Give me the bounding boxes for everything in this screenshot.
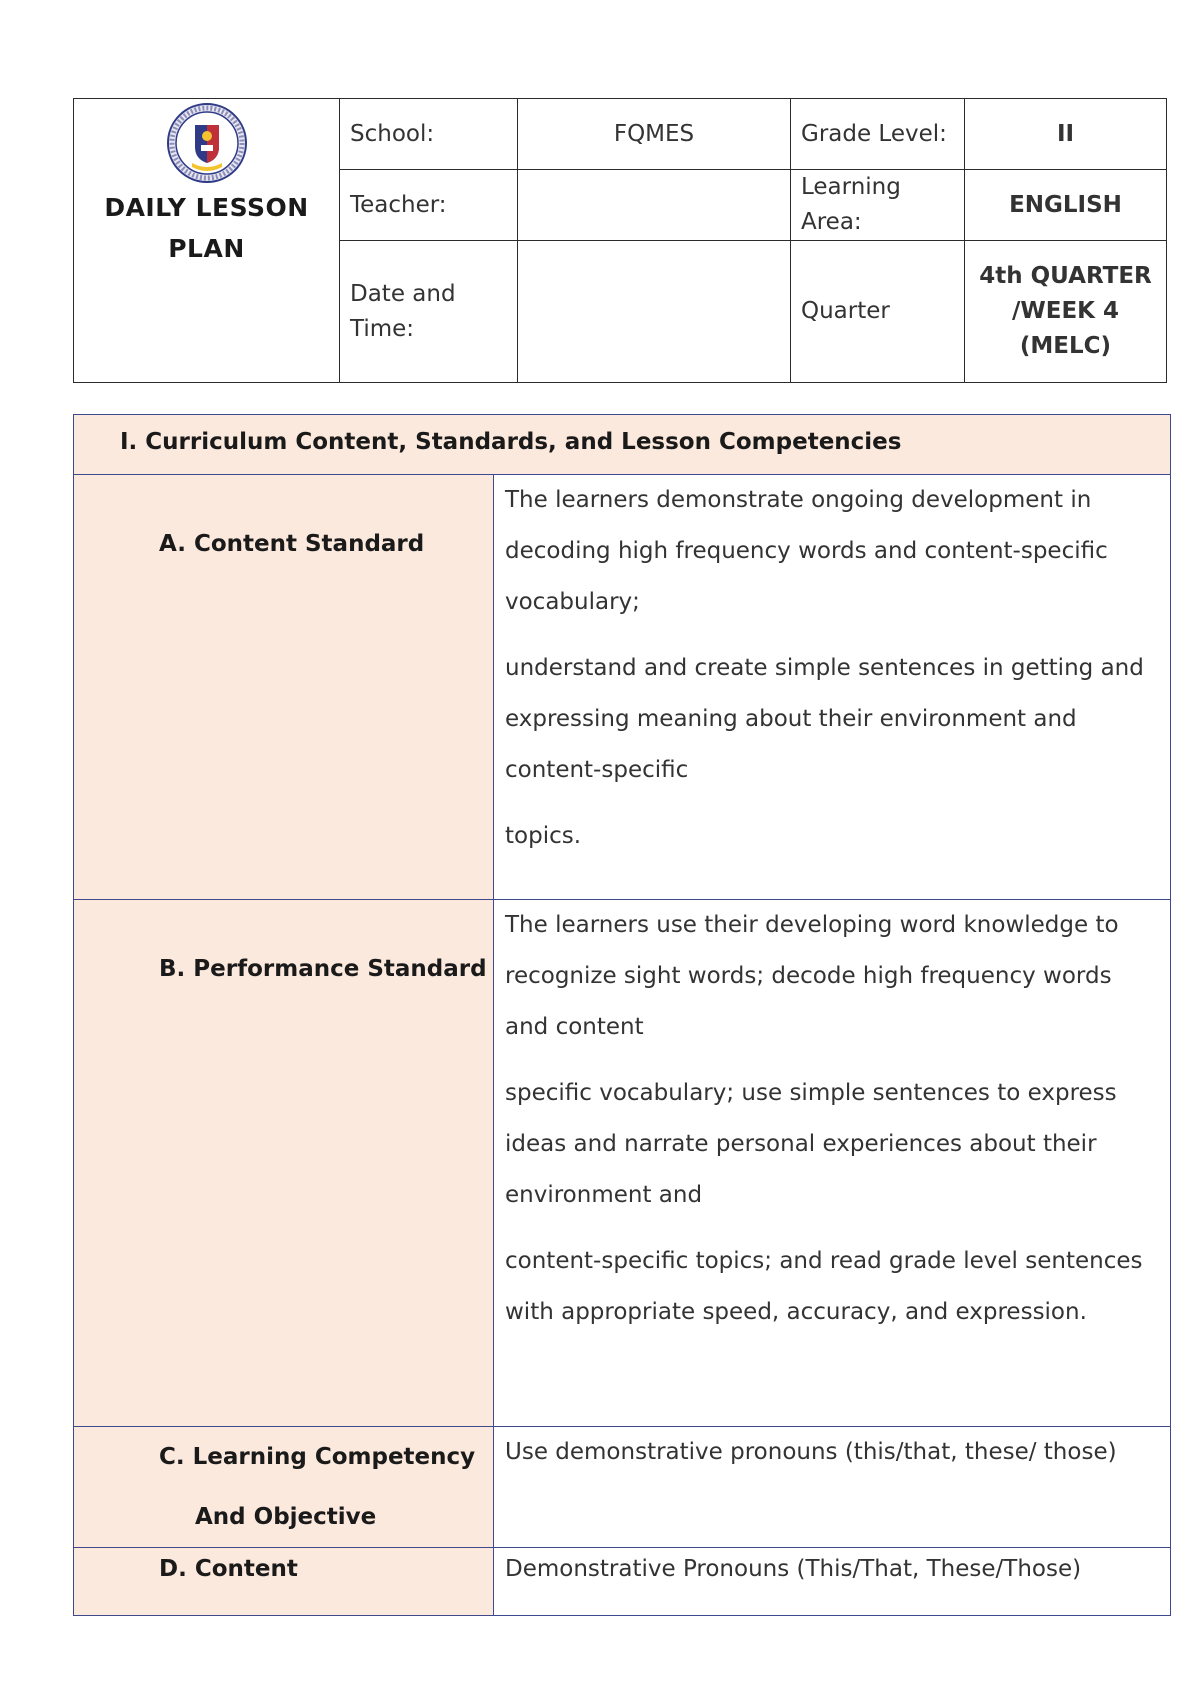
paragraph: content-specific topics; and read grade level sentences with appropriate speed, accuracy, and expression.: [505, 1248, 1143, 1325]
performance-standard-text: [494, 900, 1171, 1427]
performance-standard-row: [74, 900, 1171, 1427]
paragraph: Use demonstrative pronouns (this/that, these/ those): [505, 1439, 1117, 1465]
content-row: [74, 1548, 1171, 1616]
content-standard-row: [74, 475, 1171, 900]
content-label: D. Content: [74, 1548, 494, 1616]
logo-title-cell: [74, 99, 340, 383]
content-standard-text: [494, 475, 1171, 900]
paragraph: The learners demonstrate ongoing development in decoding high frequency words and content-specific vocabulary;: [505, 487, 1108, 615]
learning-competency-label-line1: C. Learning Competency: [159, 1444, 476, 1470]
quarter-value: 4th QUARTER /WEEK 4 (MELC): [965, 241, 1167, 383]
content-text: [494, 1548, 1171, 1616]
section-heading: [74, 415, 1171, 475]
curriculum-table: [73, 414, 1171, 1616]
learning-area-value: ENGLISH: [965, 170, 1167, 241]
date-time-label: Date and Time:: [340, 241, 518, 383]
learning-competency-label-line2: And Objective: [195, 1504, 377, 1530]
daily-lesson-plan-title: DAILY LESSON PLAN: [104, 193, 309, 263]
paragraph: specific vocabulary; use simple sentences to express ideas and narrate personal experiences about their environment and: [505, 1080, 1117, 1208]
paragraph: topics.: [505, 823, 582, 849]
section-heading-text: I. Curriculum Content, Standards, and Lesson Competencies: [120, 428, 902, 455]
learning-competency-text: [494, 1427, 1171, 1548]
learning-competency-label: [74, 1427, 494, 1548]
header-table: [73, 98, 1167, 383]
learning-competency-row: [74, 1427, 1171, 1548]
learning-area-label: Learning Area:: [791, 170, 965, 241]
deped-seal-icon: [164, 103, 250, 183]
grade-level-value: II: [965, 99, 1167, 170]
paragraph: The learners use their developing word knowledge to recognize sight words; decode high frequency words and content: [505, 912, 1119, 1040]
grade-level-label: Grade Level:: [791, 99, 965, 170]
school-value: FQMES: [518, 99, 791, 170]
school-label: School:: [340, 99, 518, 170]
quarter-label: Quarter: [791, 241, 965, 383]
logo-container: [74, 99, 339, 183]
paragraph: understand and create simple sentences in getting and expressing meaning about their environment and content-specific: [505, 655, 1144, 783]
teacher-value: [518, 170, 791, 241]
paragraph: Demonstrative Pronouns (This/That, These/Those): [505, 1556, 1082, 1582]
performance-standard-label: B. Performance Standard: [74, 900, 494, 1427]
teacher-label: Teacher:: [340, 170, 518, 241]
content-standard-label: A. Content Standard: [74, 475, 494, 900]
date-time-value: [518, 241, 791, 383]
